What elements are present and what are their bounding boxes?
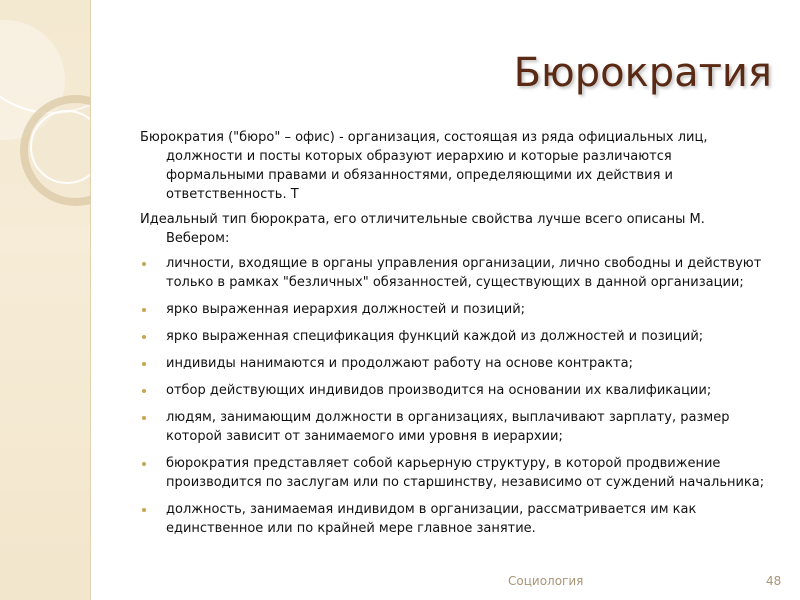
bullet-icon	[142, 262, 146, 266]
list-item	[140, 300, 770, 319]
list-item	[140, 408, 770, 446]
list-item-text: личности, входящие в органы управления организации, лично свободны и действуют только в рамках "безличных" обязанностей, существующих в данной организации;	[166, 256, 762, 290]
list-item-text: должность, занимаемая индивидом в организации, рассматривается им как единственное или по крайней мере главное занятие.	[166, 502, 697, 536]
list-item	[140, 327, 770, 346]
list-item	[140, 254, 770, 292]
list-item-text: бюрократия представляет собой карьерную структуру, в которой продвижение производится по заслугам или по старшинству, независимо от суждений начальника;	[166, 456, 765, 490]
bullet-icon	[142, 335, 146, 339]
paragraph-definition: Бюрократия ("бюро" – офис) - организация, состоящая из ряда официальных лиц, должности и посты которых образуют иерархию и которые различаются формальными правами и обязанностями, определяющими их действия и ответственность. Т	[140, 130, 708, 202]
bullet-icon	[142, 416, 146, 420]
slide-title: Бюрократия	[513, 50, 772, 96]
divider	[90, 0, 91, 600]
list-item-text: индивиды нанимаются и продолжают работу на основе контракта;	[166, 356, 633, 371]
slide-body	[140, 128, 770, 546]
list-item-text: ярко выраженная иерархия должностей и позиций;	[166, 302, 526, 317]
bullet-icon	[142, 308, 146, 312]
list-item-text: людям, занимающим должности в организациях, выплачивают зарплату, размер которой зависит от занимаемого ими уровня в иерархии;	[166, 410, 730, 444]
bullet-icon	[142, 362, 146, 366]
list-item	[140, 381, 770, 400]
bullet-icon	[142, 508, 146, 512]
list-item-text: ярко выраженная спецификация функций каждой из должностей и позиций;	[166, 329, 704, 344]
paragraph-weber: Идеальный тип бюрократа, его отличительные свойства лучше всего описаны М. Вебером:	[140, 212, 705, 246]
list-item	[140, 454, 770, 492]
bullet-list	[140, 254, 770, 538]
decorative-side-band	[0, 0, 90, 600]
footer-subject: Социология	[508, 574, 584, 588]
bullet-icon	[142, 462, 146, 466]
list-item	[140, 354, 770, 373]
bullet-icon	[142, 389, 146, 393]
list-item-text: отбор действующих индивидов производится на основании их квалификации;	[166, 383, 712, 398]
page-number: 48	[766, 574, 782, 588]
list-item	[140, 500, 770, 538]
